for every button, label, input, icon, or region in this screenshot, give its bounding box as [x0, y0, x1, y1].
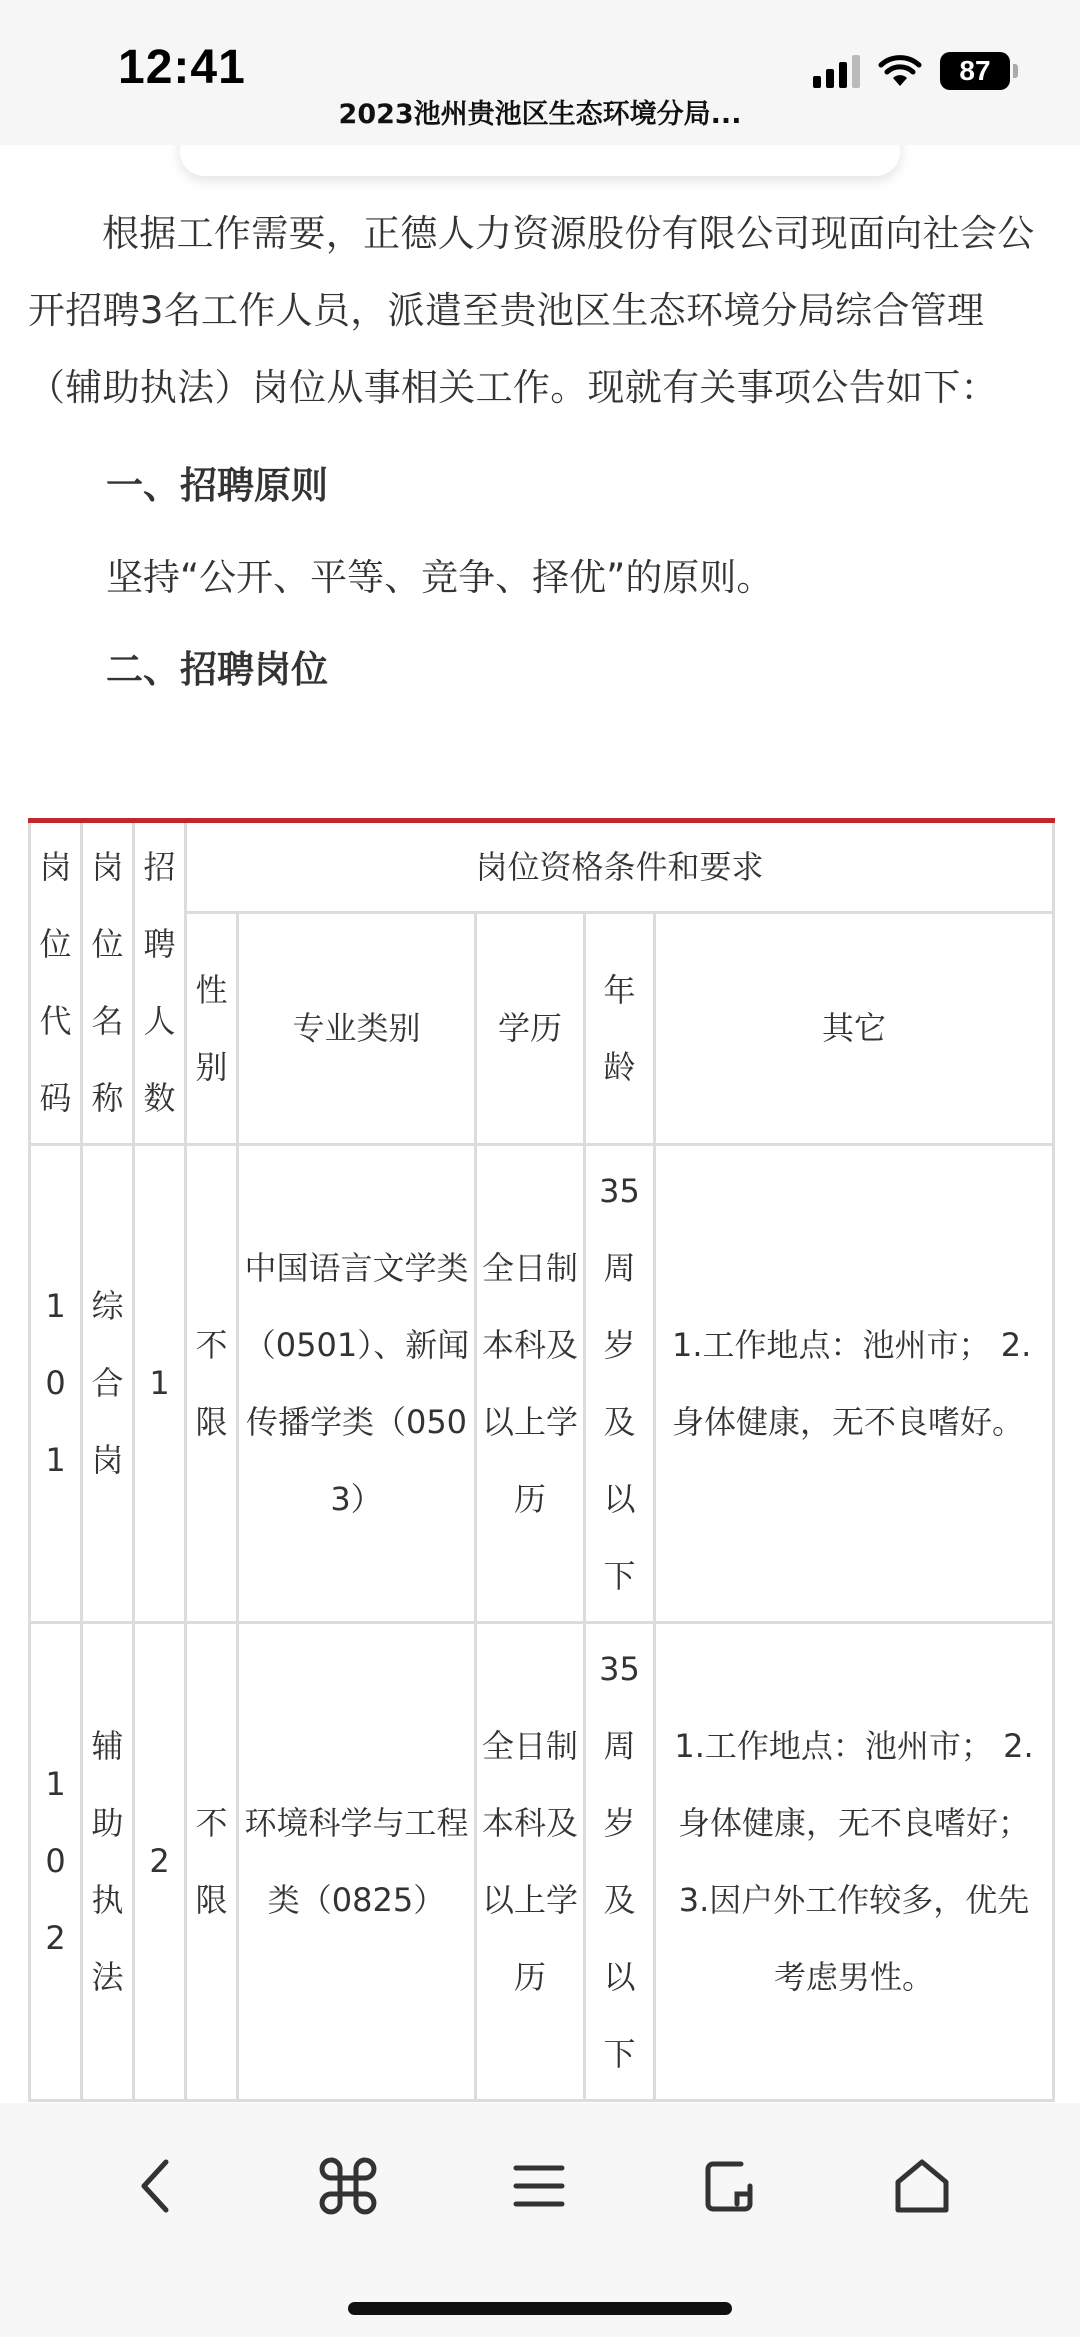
intro-paragraph: 根据工作需要，正德人力资源股份有限公司现面向社会公开招聘3名工作人员，派遣至贵池区生态环境分局综合管理（辅助执法）岗位从事相关工作。现就有关事项公告如下：: [28, 212, 1035, 409]
cell-gender: 不限: [186, 1623, 238, 2101]
wifi-icon: [878, 54, 922, 88]
table-row: [30, 1145, 1054, 1623]
header-education: 学历: [476, 913, 585, 1145]
header-major: 专业类别: [238, 913, 476, 1145]
home-indicator[interactable]: [348, 2302, 732, 2315]
clock: 12:41: [118, 41, 246, 94]
header-code: 岗位代码: [30, 821, 82, 1145]
section-heading-positions: 二、招聘岗位: [106, 648, 328, 691]
command-icon: [318, 2156, 378, 2216]
cell-gender: 不限: [186, 1145, 238, 1623]
cell-major: 环境科学与工程类（0825）: [238, 1623, 476, 2101]
cell-code: 102: [30, 1623, 82, 2101]
cell-name: 综合岗: [82, 1145, 134, 1623]
menu-icon: [511, 2161, 567, 2211]
battery-icon: 87: [940, 52, 1010, 90]
positions-table: [28, 818, 1055, 2102]
header-age: 年龄: [585, 913, 655, 1145]
table-row: [30, 1623, 1054, 2101]
cell-education: 全日制本科及以上学历: [476, 1623, 585, 2101]
back-button[interactable]: [112, 2141, 202, 2231]
home-button[interactable]: [877, 2141, 967, 2231]
header-gender: 性别: [186, 913, 238, 1145]
cell-other: 1.工作地点：池州市； 2.身体健康，无不良嗜好；3.因户外工作较多，优先考虑男性。: [655, 1623, 1054, 2101]
table-header-row: [30, 821, 1054, 913]
header-name: 岗位名称: [82, 821, 134, 1145]
status-bar: [0, 0, 1080, 145]
cell-education: 全日制本科及以上学历: [476, 1145, 585, 1623]
section-heading-principles: 一、招聘原则: [106, 464, 328, 507]
bottom-toolbar: [0, 2103, 1080, 2337]
article-body: [28, 195, 1052, 716]
cell-name: 辅助执法: [82, 1623, 134, 2101]
cell-other: 1.工作地点：池州市； 2.身体健康，无不良嗜好。: [655, 1145, 1054, 1623]
menu-button[interactable]: [494, 2141, 584, 2231]
principles-text: 坚持“公开、平等、竞争、择优”的原则。: [106, 556, 774, 599]
cell-count: 1: [134, 1145, 186, 1623]
back-icon: [132, 2156, 182, 2216]
cell-age: 35周岁及以下: [585, 1623, 655, 2101]
cell-major: 中国语言文学类（0501）、新闻传播学类（0503）: [238, 1145, 476, 1623]
cell-code: 101: [30, 1145, 82, 1623]
header-count: 招聘人数: [134, 821, 186, 1145]
system-icons: [813, 50, 1010, 92]
edit-button[interactable]: [686, 2141, 776, 2231]
page-title[interactable]: 2023池州贵池区生态环境分局...: [338, 99, 742, 130]
header-requirements: 岗位资格条件和要求: [186, 821, 1054, 913]
edit-icon: [701, 2156, 761, 2216]
header-other: 其它: [655, 913, 1054, 1145]
home-icon: [890, 2156, 954, 2216]
command-button[interactable]: [303, 2141, 393, 2231]
cell-count: 2: [134, 1623, 186, 2101]
signal-icon: [813, 54, 860, 88]
cell-age: 35周岁及以下: [585, 1145, 655, 1623]
